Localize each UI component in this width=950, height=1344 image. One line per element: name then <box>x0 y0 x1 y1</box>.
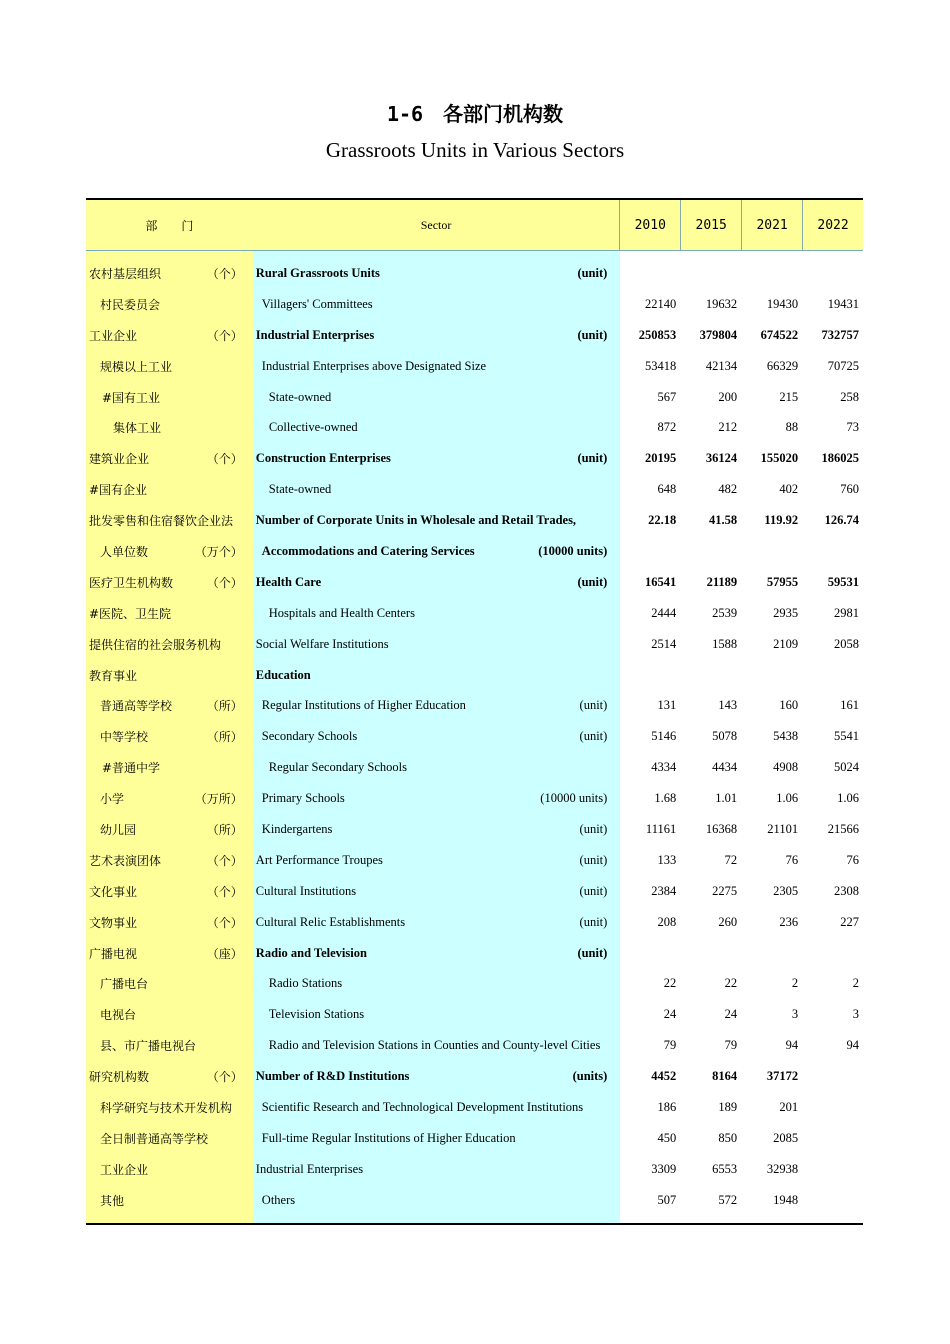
sector-chinese-label: 电视台 <box>100 1008 137 1023</box>
value-2015: 22 <box>724 976 738 991</box>
sector-chinese-label: 文物事业 <box>89 915 138 930</box>
value-2010: 22.18 <box>648 513 677 528</box>
sector-chinese-unit: （个） <box>206 884 243 899</box>
table-row <box>86 258 863 289</box>
value-2021: 1.06 <box>776 791 799 806</box>
sector-chinese-cell <box>86 914 253 931</box>
sector-chinese-cell <box>86 389 253 406</box>
sector-chinese-unit: （个） <box>206 266 243 281</box>
sector-chinese-cell <box>86 327 253 344</box>
value-2021: 155020 <box>760 451 799 466</box>
value-2015: 260 <box>718 914 738 929</box>
sector-chinese-label: 小学 <box>100 792 125 807</box>
sector-chinese-unit: （所） <box>206 699 243 714</box>
sector-english-label: Primary Schools <box>261 791 345 806</box>
sector-chinese-unit: （个） <box>206 328 243 343</box>
sector-english-cell <box>253 420 620 435</box>
value-2022: 70725 <box>827 358 859 373</box>
value-2021: 88 <box>785 420 799 435</box>
value-2015: 19632 <box>705 296 738 311</box>
sector-chinese-label: 广播电视 <box>89 946 138 961</box>
sector-english-label: Radio Stations <box>268 976 343 991</box>
sector-chinese-cell <box>86 1161 253 1178</box>
value-2015: 1588 <box>712 636 738 651</box>
value-2010: 2384 <box>651 883 677 898</box>
value-2010: 250853 <box>638 327 677 342</box>
sector-english-label: Construction Enterprises <box>255 451 391 466</box>
sector-chinese-cell <box>86 605 253 622</box>
value-2022: 76 <box>846 852 859 867</box>
table-row <box>86 382 863 413</box>
value-2022: 94 <box>846 1038 859 1053</box>
value-2015: 8164 <box>712 1069 738 1084</box>
sector-english-label: Radio and Television <box>255 945 367 960</box>
sector-chinese-label: 中等学校 <box>100 730 149 745</box>
value-2021: 236 <box>779 914 799 929</box>
sector-english-cell <box>253 266 620 281</box>
sector-chinese-unit: （所） <box>206 822 243 837</box>
value-2015: 5078 <box>712 729 738 744</box>
table-rows <box>86 251 863 1223</box>
sector-english-label: Others <box>261 1192 296 1207</box>
sector-english-cell <box>253 390 620 405</box>
value-2022: 2981 <box>834 605 859 620</box>
value-2015: 200 <box>718 389 738 404</box>
header-year-2015: 2015 <box>680 200 741 250</box>
value-2021: 2305 <box>773 883 799 898</box>
sector-chinese-label: 广播电台 <box>100 977 149 992</box>
value-2010: 24 <box>663 1007 677 1022</box>
sector-english-cell <box>253 976 620 991</box>
value-2015: 2539 <box>712 605 738 620</box>
table-row <box>86 814 863 845</box>
value-2022: 21566 <box>827 821 859 836</box>
value-2021: 4908 <box>773 760 799 775</box>
value-2010: 2514 <box>651 636 677 651</box>
value-2022: 3 <box>852 1007 859 1022</box>
sector-chinese-label: 建筑业企业 <box>89 452 150 467</box>
value-2010: 567 <box>657 389 677 404</box>
table-row <box>86 690 863 721</box>
sector-english-label: Secondary Schools <box>261 729 358 744</box>
sector-chinese-label: 工业企业 <box>89 328 138 343</box>
value-2015: 21189 <box>706 574 738 589</box>
sector-english-unit: (10000 units) <box>540 791 608 806</box>
sector-chinese-label: 文化事业 <box>89 884 138 899</box>
value-2021: 94 <box>785 1038 799 1053</box>
sector-chinese-label: 人单位数 <box>100 544 149 559</box>
sector-chinese-cell <box>86 296 253 313</box>
sector-english-label: Radio and Television Stations in Counties and County-level Cities <box>268 1038 601 1053</box>
value-2021: 66329 <box>766 358 799 373</box>
sector-english-unit: (unit) <box>577 327 608 342</box>
table-row <box>86 1092 863 1123</box>
value-2010: 16541 <box>644 574 677 589</box>
value-2015: 24 <box>724 1007 738 1022</box>
value-2022: 186025 <box>821 451 859 466</box>
value-2010: 79 <box>663 1038 677 1053</box>
sector-chinese-cell <box>86 852 253 869</box>
header-sector-english: Sector <box>253 200 620 250</box>
table-header <box>86 198 863 251</box>
value-2010: 208 <box>657 914 677 929</box>
value-2015: 2275 <box>712 883 738 898</box>
sector-english-cell <box>253 482 620 497</box>
sector-chinese-unit: （所） <box>206 730 243 745</box>
table-row <box>86 412 863 443</box>
table-row <box>86 968 863 999</box>
sector-english-label: Social Welfare Institutions <box>255 636 389 651</box>
value-2022: 2 <box>852 976 859 991</box>
value-2010: 450 <box>657 1130 677 1145</box>
value-2015: 1.01 <box>715 791 738 806</box>
table-row <box>86 443 863 474</box>
table-row <box>86 783 863 814</box>
sector-english-cell <box>253 698 620 713</box>
table-row <box>86 536 863 567</box>
sector-chinese-cell <box>86 667 253 684</box>
sector-chinese-unit: （万个） <box>194 544 243 559</box>
sector-chinese-unit: （万所） <box>194 792 243 807</box>
sector-chinese-cell <box>86 1037 253 1054</box>
sector-english-cell <box>253 729 620 744</box>
page-title-english: Grassroots Units in Various Sectors <box>325 138 625 162</box>
table-row <box>86 1185 863 1216</box>
value-2015: 482 <box>718 482 738 497</box>
sector-chinese-label: #国有工业 <box>102 390 161 405</box>
sector-english-label: Accommodations and Catering Services <box>261 543 475 558</box>
sector-chinese-label: 教育事业 <box>89 668 138 683</box>
sector-english-cell <box>253 575 620 590</box>
sector-english-unit: (unit) <box>577 451 608 466</box>
sector-english-label: State-owned <box>268 389 332 404</box>
sector-english-unit: (unit) <box>579 883 608 898</box>
value-2022: 2058 <box>834 636 859 651</box>
sector-chinese-cell <box>86 419 253 436</box>
sector-chinese-unit: （个） <box>206 452 243 467</box>
sector-english-label: Education <box>255 667 311 682</box>
value-2021: 215 <box>779 389 799 404</box>
sector-english-cell <box>253 915 620 930</box>
sector-english-label: Full-time Regular Institutions of Higher Education <box>261 1130 516 1145</box>
sector-chinese-label: 研究机构数 <box>89 1070 150 1085</box>
table-row <box>86 567 863 598</box>
sector-chinese-label: 农村基层组织 <box>89 266 162 281</box>
sector-chinese-label: #国有企业 <box>89 483 148 498</box>
sector-chinese-label: 幼儿园 <box>100 822 137 837</box>
value-2022: 732757 <box>821 327 859 342</box>
table-row <box>86 320 863 351</box>
value-2021: 19430 <box>766 296 799 311</box>
table-row <box>86 351 863 382</box>
value-2015: 6553 <box>712 1161 738 1176</box>
sector-english-cell <box>253 1069 620 1084</box>
value-2015: 379804 <box>699 327 738 342</box>
value-2015: 41.58 <box>709 513 738 528</box>
value-2021: 674522 <box>760 327 799 342</box>
sector-chinese-label: 医疗卫生机构数 <box>89 575 174 590</box>
sector-english-cell <box>253 637 620 652</box>
value-2010: 4452 <box>651 1069 677 1084</box>
value-2022: 59531 <box>827 574 859 589</box>
value-2021: 37172 <box>766 1069 799 1084</box>
table-row <box>86 1123 863 1154</box>
sector-chinese-cell <box>86 790 253 807</box>
value-2022: 73 <box>846 420 860 435</box>
sector-english-label: Hospitals and Health Centers <box>268 605 415 620</box>
value-2010: 2444 <box>651 605 677 620</box>
sector-english-label: Kindergartens <box>261 821 333 836</box>
value-2010: 53418 <box>644 358 677 373</box>
value-2021: 119.92 <box>764 513 799 528</box>
sector-english-label: Industrial Enterprises above Designated Size <box>261 358 487 373</box>
value-2021: 201 <box>779 1099 799 1114</box>
sector-chinese-cell <box>86 481 253 498</box>
value-2015: 572 <box>718 1192 738 1207</box>
sector-chinese-label: 批发零售和住宿餐饮企业法 <box>89 514 234 529</box>
value-2022: 126.74 <box>824 513 859 528</box>
sector-chinese-label: 村民委员会 <box>100 297 161 312</box>
sector-english-label: Industrial Enterprises <box>255 327 375 342</box>
value-2010: 648 <box>657 482 677 497</box>
sector-chinese-cell <box>86 1068 253 1085</box>
value-2022: 19431 <box>827 296 859 311</box>
header-year-2010: 2010 <box>619 200 680 250</box>
value-2021: 402 <box>779 482 799 497</box>
table-row <box>86 505 863 536</box>
value-2015: 36124 <box>705 451 738 466</box>
sector-chinese-label: 普通高等学校 <box>100 699 173 714</box>
sector-english-label: Villagers' Committees <box>261 296 373 311</box>
sector-english-label: Number of R&D Institutions <box>255 1069 410 1084</box>
value-2022: 5541 <box>834 729 859 744</box>
value-2010: 4334 <box>651 760 677 775</box>
value-2010: 133 <box>657 852 677 867</box>
sector-english-cell <box>253 946 620 961</box>
value-2015: 850 <box>718 1130 738 1145</box>
value-2015: 189 <box>718 1099 738 1114</box>
sector-english-unit: (units) <box>572 1069 608 1084</box>
sector-chinese-unit: （个） <box>206 1070 243 1085</box>
sector-english-label: Cultural Institutions <box>255 883 357 898</box>
value-2015: 79 <box>724 1038 738 1053</box>
value-2010: 5146 <box>651 729 677 744</box>
sector-chinese-unit: （座） <box>206 946 243 961</box>
header-year-2021: 2021 <box>741 200 802 250</box>
sector-chinese-cell <box>86 728 253 745</box>
sector-chinese-cell <box>86 543 253 560</box>
sector-chinese-label: 工业企业 <box>100 1162 149 1177</box>
sector-english-unit: (unit) <box>579 698 608 713</box>
sector-chinese-cell <box>86 883 253 900</box>
sector-chinese-label: 规模以上工业 <box>100 359 173 374</box>
sector-chinese-cell <box>86 697 253 714</box>
sector-english-label: Industrial Enterprises <box>255 1161 364 1176</box>
value-2010: 131 <box>657 698 677 713</box>
value-2021: 32938 <box>766 1161 799 1176</box>
sector-english-label: Health Care <box>255 574 322 589</box>
sector-english-label: Art Performance Troupes <box>255 852 383 867</box>
sector-english-cell <box>253 359 620 374</box>
sector-english-cell <box>253 1007 620 1022</box>
value-2010: 3309 <box>651 1161 677 1176</box>
value-2021: 2 <box>791 976 799 991</box>
sector-chinese-cell <box>86 1099 253 1116</box>
value-2010: 507 <box>657 1192 677 1207</box>
table-row <box>86 907 863 938</box>
table-row <box>86 1030 863 1061</box>
sector-chinese-cell <box>86 265 253 282</box>
sector-english-label: Cultural Relic Establishments <box>255 914 406 929</box>
sector-english-cell <box>253 791 620 806</box>
value-2015: 4434 <box>712 760 738 775</box>
sector-english-unit: (unit) <box>579 852 608 867</box>
header-year-2022: 2022 <box>802 200 863 250</box>
sector-english-unit: (10000 units) <box>538 543 608 558</box>
sector-chinese-unit: （个） <box>206 575 243 590</box>
value-2010: 11161 <box>645 821 677 836</box>
table-body <box>86 251 863 1225</box>
sector-english-cell <box>253 544 620 559</box>
sector-english-label: Regular Institutions of Higher Education <box>261 698 466 713</box>
value-2021: 21101 <box>767 821 799 836</box>
table-row <box>86 289 863 320</box>
table-row <box>86 999 863 1030</box>
value-2022: 2308 <box>834 883 859 898</box>
value-2021: 76 <box>785 852 799 867</box>
table-row <box>86 876 863 907</box>
table-row <box>86 845 863 876</box>
table-row <box>86 752 863 783</box>
value-2015: 42134 <box>705 358 738 373</box>
sector-chinese-cell <box>86 1130 253 1147</box>
value-2010: 22 <box>663 976 677 991</box>
value-2022: 258 <box>840 389 859 404</box>
sector-english-unit: (unit) <box>579 914 608 929</box>
value-2022: 760 <box>840 482 859 497</box>
sector-chinese-cell <box>86 975 253 992</box>
sector-chinese-label: 集体工业 <box>113 421 162 436</box>
sector-chinese-cell <box>86 512 253 529</box>
value-2010: 872 <box>657 420 677 435</box>
sector-english-cell <box>253 451 620 466</box>
sector-chinese-cell <box>86 1006 253 1023</box>
sector-chinese-cell <box>86 821 253 838</box>
sector-english-cell <box>253 328 620 343</box>
value-2015: 143 <box>718 698 738 713</box>
sector-chinese-label: 全日制普通高等学校 <box>100 1131 209 1146</box>
sector-english-cell <box>253 1193 620 1208</box>
value-2021: 2085 <box>773 1130 799 1145</box>
sector-units-table <box>86 198 863 1225</box>
sector-chinese-cell <box>86 636 253 653</box>
value-2010: 1.68 <box>654 791 677 806</box>
table-row <box>86 721 863 752</box>
value-2021: 57955 <box>766 574 799 589</box>
sector-chinese-cell <box>86 1192 253 1209</box>
sector-english-cell <box>253 513 620 528</box>
value-2022: 161 <box>840 698 859 713</box>
sector-chinese-label: 科学研究与技术开发机构 <box>100 1100 233 1115</box>
value-2022: 5024 <box>834 760 859 775</box>
sector-english-cell <box>253 1162 620 1177</box>
header-sector-chinese: 部 门 <box>86 200 253 250</box>
value-2021: 2109 <box>773 636 799 651</box>
value-2010: 22140 <box>644 296 677 311</box>
sector-english-unit: (unit) <box>577 574 608 589</box>
table-row <box>86 598 863 629</box>
sector-chinese-cell <box>86 450 253 467</box>
sector-english-label: State-owned <box>268 482 332 497</box>
table-row <box>86 1154 863 1185</box>
value-2010: 20195 <box>644 451 677 466</box>
sector-english-label: Television Stations <box>268 1007 365 1022</box>
sector-english-cell <box>253 606 620 621</box>
sector-english-cell <box>253 884 620 899</box>
value-2021: 160 <box>779 698 799 713</box>
sector-chinese-cell <box>86 945 253 962</box>
table-row <box>86 1061 863 1092</box>
sector-english-cell <box>253 822 620 837</box>
sector-english-label: Rural Grassroots Units <box>255 265 380 280</box>
table-row <box>86 474 863 505</box>
value-2021: 5438 <box>773 729 799 744</box>
sector-english-cell <box>253 1100 620 1115</box>
sector-chinese-cell <box>86 759 253 776</box>
sector-english-label: Regular Secondary Schools <box>268 760 407 775</box>
sector-english-cell <box>253 297 620 312</box>
sector-english-label: Collective-owned <box>268 420 358 435</box>
sector-chinese-label: 提供住宿的社会服务机构 <box>89 637 222 652</box>
sector-chinese-label: 艺术表演团体 <box>89 853 162 868</box>
sector-chinese-cell <box>86 574 253 591</box>
sector-english-unit: (unit) <box>579 821 608 836</box>
sector-chinese-label: #医院、卫生院 <box>89 606 172 621</box>
sector-english-unit: (unit) <box>577 945 608 960</box>
sector-chinese-label: #普通中学 <box>102 761 161 776</box>
sector-chinese-label: 其他 <box>100 1193 125 1208</box>
sector-english-unit: (unit) <box>577 265 608 280</box>
sector-english-cell <box>253 760 620 775</box>
value-2015: 16368 <box>705 821 738 836</box>
sector-english-unit: (unit) <box>579 729 608 744</box>
value-2021: 1948 <box>773 1192 799 1207</box>
sector-english-label: Scientific Research and Technological Development Institutions <box>261 1099 584 1114</box>
page-title-chinese: 1-6 各部门机构数 <box>386 102 564 126</box>
table-row <box>86 660 863 691</box>
sector-english-cell <box>253 853 620 868</box>
sector-chinese-label: 县、市广播电视台 <box>100 1039 197 1054</box>
table-row <box>86 938 863 969</box>
sector-english-cell <box>253 668 620 683</box>
value-2010: 186 <box>657 1099 677 1114</box>
value-2022: 1.06 <box>837 791 859 806</box>
value-2021: 2935 <box>773 605 799 620</box>
sector-chinese-cell <box>86 358 253 375</box>
sector-english-cell <box>253 1131 620 1146</box>
sector-english-label: Number of Corporate Units in Wholesale and Retail Trades, <box>255 513 577 528</box>
value-2015: 212 <box>718 420 738 435</box>
value-2021: 3 <box>791 1007 799 1022</box>
value-2022: 227 <box>840 914 859 929</box>
sector-chinese-unit: （个） <box>206 853 243 868</box>
sector-chinese-unit: （个） <box>206 915 243 930</box>
sector-english-cell <box>253 1038 620 1053</box>
table-row <box>86 629 863 660</box>
value-2015: 72 <box>724 852 738 867</box>
